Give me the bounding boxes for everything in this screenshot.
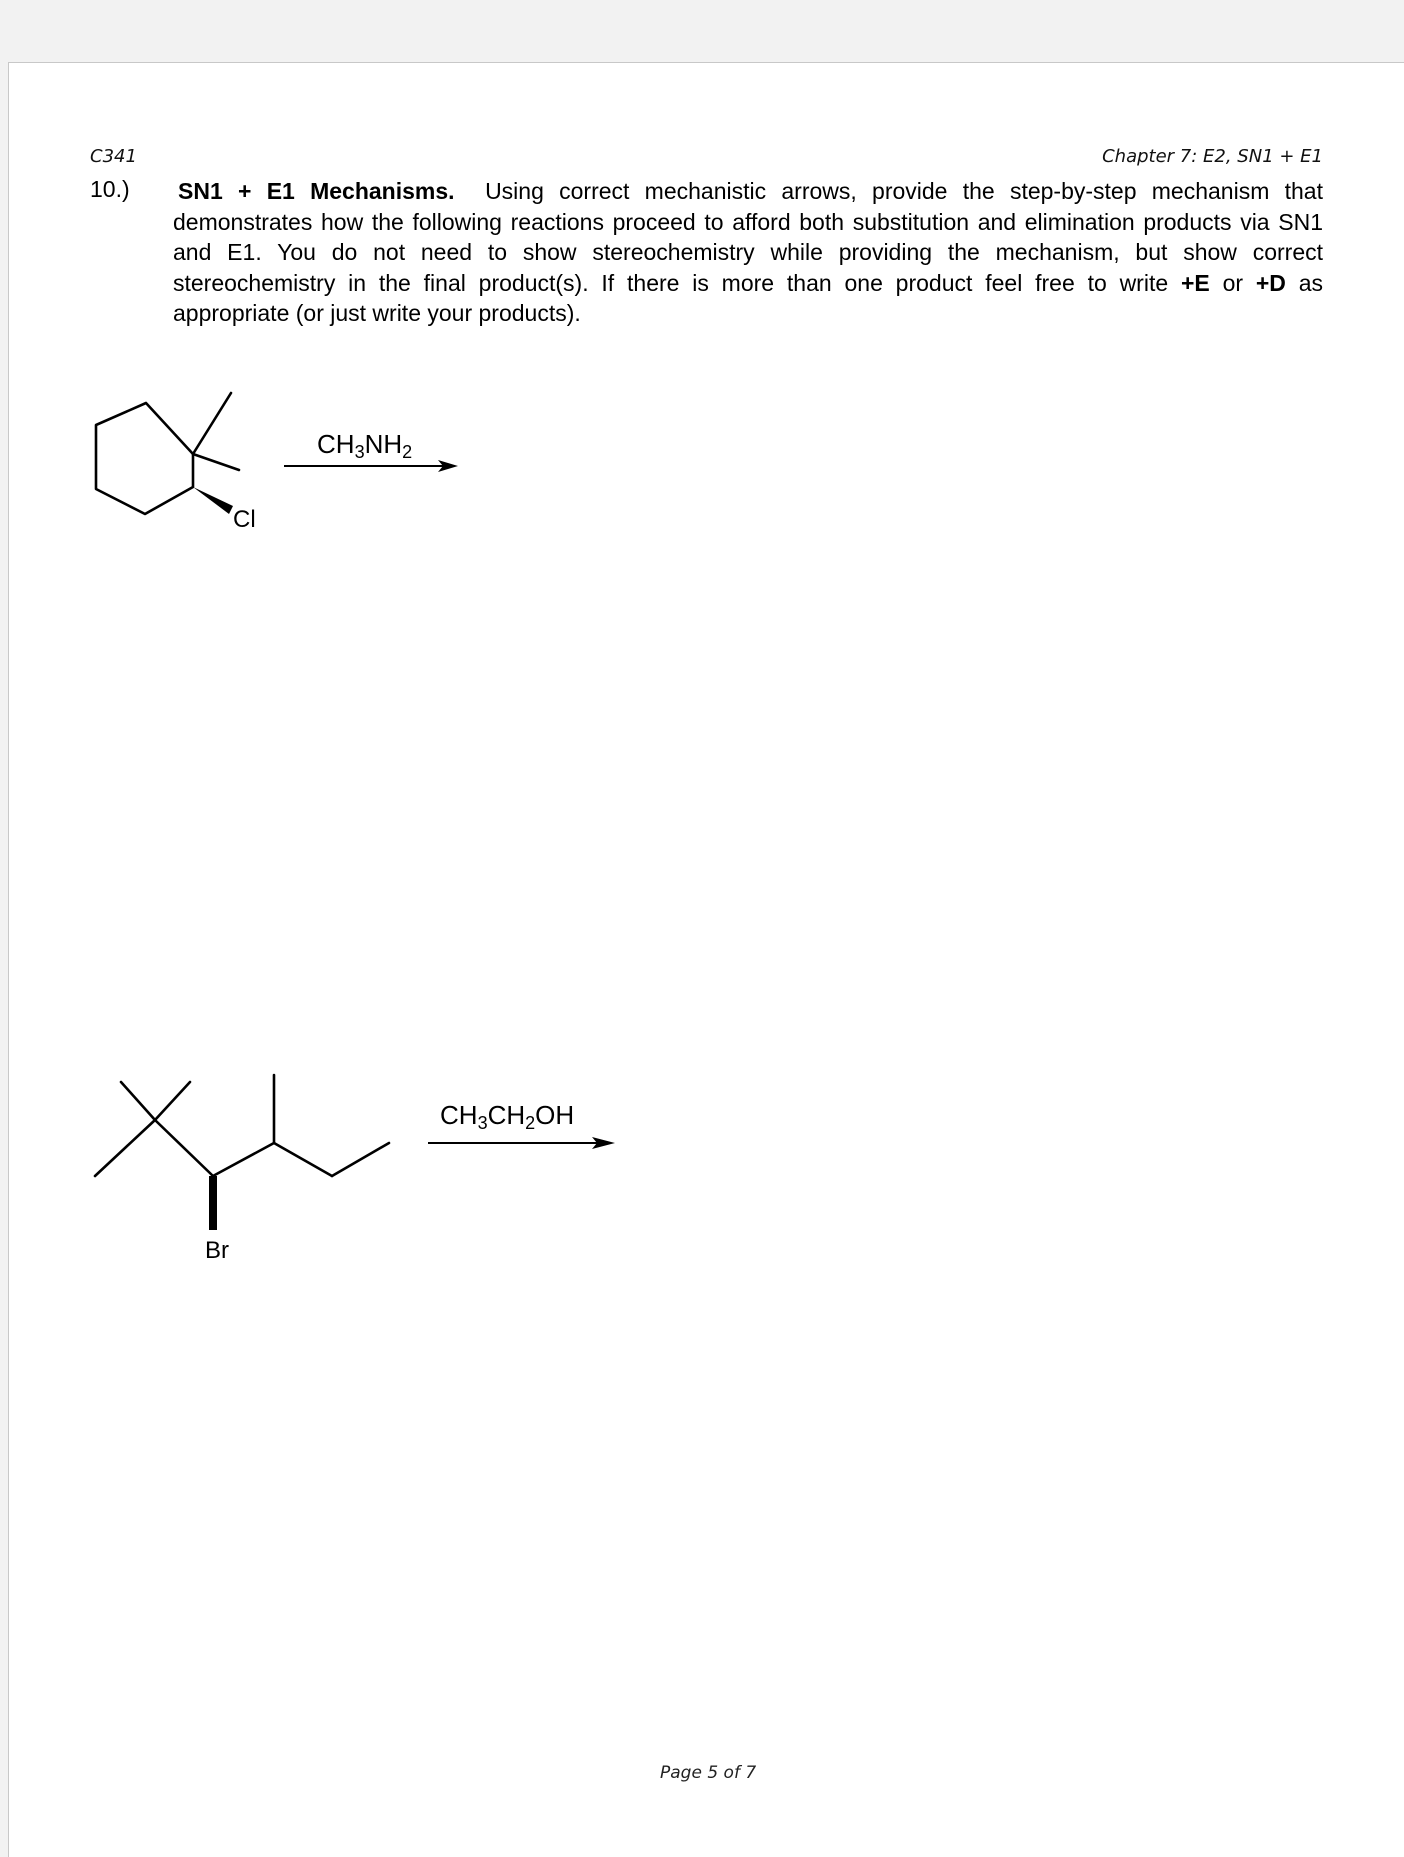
tbutyl-methyl-down	[95, 1120, 155, 1176]
question-title: SN1 + E1 Mechanisms.	[178, 178, 455, 204]
question-number: 10.)	[90, 176, 130, 202]
tbutyl-methyl-right	[155, 1082, 190, 1120]
chapter-title: Chapter 7: E2, SN1 + E1	[1102, 146, 1323, 167]
or-word: or	[1209, 269, 1256, 296]
question-body: Using correct mechanistic arrows, provide the step-by-step mechanism that demonstrates how the following reactions proceed to afford both substitution and elimination products via SN1 and E1. You do not need to show stereochemistry while providing the mechanism, but show correct stereochemistry in the final product(s). If there is more than one product feel free to write	[173, 178, 1323, 296]
tbutyl-methyl-left	[121, 1082, 155, 1120]
reagent-1: $CH_3NH_2$	[317, 429, 413, 462]
plus-d-label: +D	[1255, 269, 1286, 296]
page-number: Page 5 of 7	[660, 1763, 757, 1783]
plus-e-label: +E	[1180, 269, 1210, 296]
bromine-label: Br	[205, 1237, 229, 1264]
chain-bond-3	[274, 1143, 332, 1176]
chlorine-label: Cl	[233, 506, 256, 533]
chain-bond-4	[332, 1143, 389, 1176]
course-code: C341	[90, 146, 137, 167]
question-tail: as appropriate (or just write your products).	[173, 269, 1324, 326]
bold-bond-br	[209, 1176, 217, 1230]
chain-bond-1	[155, 1120, 213, 1176]
reagent-2: $CH_3CH_2OH$	[440, 1100, 575, 1133]
chain-bond-2	[213, 1143, 274, 1176]
